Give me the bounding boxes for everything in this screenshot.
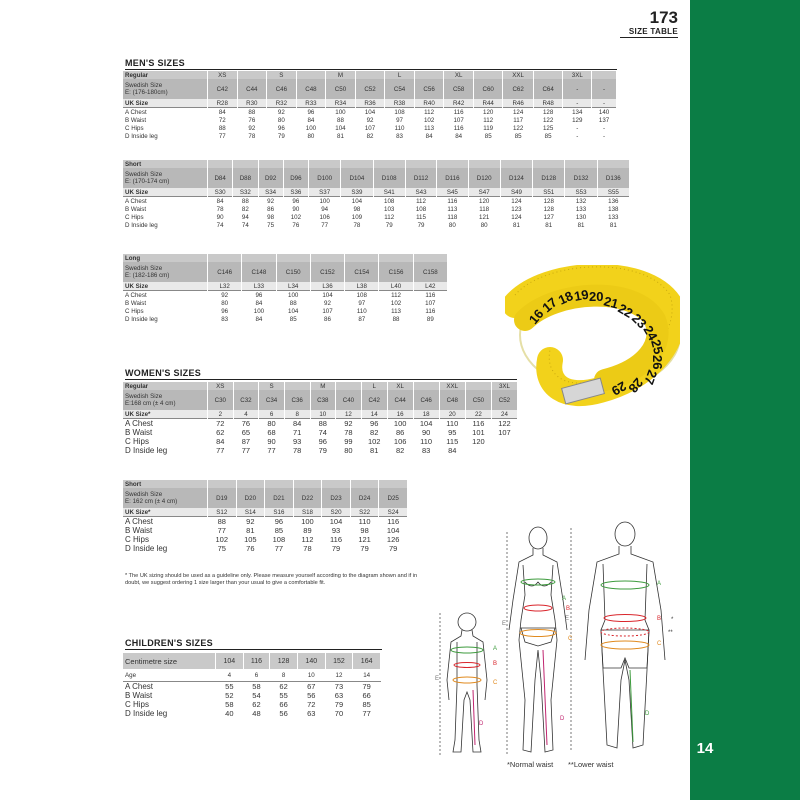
measurement-label: D Inside leg [125,544,168,553]
table-header-row [123,160,630,168]
svg-text:D: D [560,716,565,722]
age-row: Age 4 6 8 10 12 14 [123,669,381,682]
tape-number: 23 [628,310,650,332]
measurement-row: C Hips 88 92 96 100 104 107 110 113 116 119 122 125 - - [125,124,606,132]
svg-text:E: E [565,616,570,622]
measurement-row: C Hips 58 62 66 72 79 85 [125,700,371,709]
swedish-size-row: Swedish Size E: 162 cm (± 4 cm) D19 D20 D21 D22 D23 D24 D25 [123,488,408,508]
swedish-size-row: Swedish Size E:168 cm (± 4 cm) C30 C32 C34 C36 C38 C40 C42 C44 C46 C48 C50 C52 [123,390,518,410]
table-header-row: Regular XS S M L XL XXL 3XL [123,382,518,390]
measurement-row: A Chest 92 96 100 104 108 112 116 [123,291,448,300]
mens-short-table [123,160,630,229]
swedish-size-label: Swedish Size E: (182-186 cm) [123,262,208,282]
age-label: Age [125,671,137,679]
measurement-row: A Chest 88 92 96 100 104 110 116 [123,517,408,527]
table-header-row [123,254,448,262]
mens-title-rule [125,69,617,70]
measuring-tape-illustration [505,265,680,415]
uk-size-row: UK Size S30 S32 S34 S36 S37 S39 S41 S43 S45 S47 S49 S51 S53 S55 [123,188,630,197]
measurement-label: C Hips [125,213,144,221]
measurement-row: C Hips 90 94 98 102 106 109 112 115 118 121 124 127 130 133 [125,213,619,221]
swedish-size-row: Swedish Size E: (170-174 cm) D84 D88 D92 D96 D100 D104 D108 D112 D116 D120 D124 D128 D132 D136 [123,168,630,188]
measurement-label: C Hips [125,700,150,709]
measurement-row: C Hips 96 100 104 107 110 113 116 [125,307,436,315]
page-number: 173 [649,8,678,27]
tape-number: 26 [650,355,665,370]
mens-long-table [123,254,448,323]
measurement-label: A Chest [123,419,208,429]
uk-size-label: UK Size* [123,508,208,517]
measurement-row: D Inside leg 75 76 77 78 79 79 79 [125,544,398,553]
uk-size-label: UK Size [123,99,208,108]
measurement-label: B Waist [125,526,153,535]
measurement-label: B Waist [125,299,147,307]
woman-figure [509,527,570,752]
measurement-row: B Waist 72 76 80 84 88 92 97 102 107 112 117 122 129 137 [125,116,610,124]
swedish-size-label: Swedish Size E: (176-180cm) [123,79,208,99]
svg-text:C: C [657,641,662,647]
table-section-name: Regular [123,71,208,79]
table-section-name: Regular [123,382,208,390]
measurement-label: B Waist [125,205,147,213]
table-section-name: Long [123,254,208,262]
measurement-row: D Inside leg 77 77 77 78 79 80 81 82 83 84 [125,446,457,455]
measurement-label: D Inside leg [125,709,168,718]
measurement-label: B Waist [125,691,153,700]
measurement-row: A Chest 72 76 80 84 88 92 96 100 104 110 116 122 [123,419,518,429]
swedish-size-row: Swedish Size E: (176-180cm) C42 C44 C46 C48 C50 C52 C54 C56 C58 C60 C62 C64 - - [123,79,617,99]
measurement-label: A Chest [123,517,208,527]
uk-size-row: UK Size* S12 S14 S16 S18 S20 S22 S24 [123,508,408,517]
measurement-row: D Inside leg 40 48 56 63 70 77 [125,709,371,718]
svg-text:**: ** [668,630,673,636]
measurement-row: C Hips 84 87 90 93 96 99 102 106 110 115 120 [125,437,485,446]
measurement-row: D Inside leg 74 74 75 76 77 78 79 79 80 80 81 81 81 81 [125,221,617,229]
svg-text:B: B [566,606,571,612]
svg-text:E: E [435,676,440,682]
table-header-row [123,480,408,488]
swedish-size-label: Swedish Size E:168 cm (± 4 cm) [123,390,208,410]
svg-text:A: A [657,581,662,587]
svg-text:A: A [493,646,498,652]
tape-number: 27 [641,367,661,387]
childrens-title-rule [125,649,382,650]
swedish-size-label: Swedish Size E: (170-174 cm) [123,168,208,188]
measurement-label: C Hips [125,437,150,446]
measurement-label: A Chest [123,108,208,117]
childrens-table [123,653,381,718]
childrens-sizes-title: CHILDREN'S SIZES [125,638,213,648]
header-rule [620,37,678,38]
measurement-row: A Chest 84 88 92 96 100 104 108 112 116 120 124 128 132 136 [123,197,630,206]
centimetre-size-label: Centimetre size [123,653,216,669]
measurement-row: C Hips 102 105 108 112 116 121 126 [125,535,400,544]
womens-title-rule [125,379,517,380]
tape-number: 21 [602,293,621,312]
measurement-label: D Inside leg [125,132,158,140]
table-header-row: Centimetre size 104 116 128 140 152 164 [123,653,381,669]
measurement-row: A Chest 55 58 62 67 73 79 [123,682,381,692]
lower-waist-caption: **Lower waist [568,760,614,769]
measurement-label: A Chest [123,197,208,206]
measurement-label: D Inside leg [125,221,158,229]
measurement-row: B Waist 78 82 86 90 94 98 103 108 113 118 123 128 133 138 [125,205,619,213]
table-section-name: Short [123,160,208,168]
tape-number: 18 [555,288,576,308]
svg-text:B: B [493,661,498,667]
uk-size-row: UK Size* 2 4 6 8 10 12 14 16 18 20 22 24 [123,410,518,419]
uk-size-label: UK Size [123,282,208,291]
svg-text:C: C [493,680,498,686]
swedish-size-row: Swedish Size E: (182-186 cm) C146 C148 C150 C152 C154 C156 C158 [123,262,448,282]
uk-size-row: UK Size L32 L33 L34 L36 L38 L40 L42 [123,282,448,291]
svg-text:E: E [502,621,507,627]
man-figure [585,522,665,748]
womens-short-table [123,480,408,553]
tape-number: 29 [608,378,629,399]
measurement-row: B Waist 52 54 55 56 63 66 [125,691,371,700]
womens-sizes-title: WOMEN'S SIZES [125,368,202,378]
womens-regular-table [123,382,518,455]
svg-text:A: A [562,596,567,602]
page-subtitle: SIZE TABLE [628,27,678,36]
measurement-row: B Waist 62 65 68 71 74 78 82 86 90 95 101 107 [125,428,511,437]
mens-regular-table [123,71,617,140]
swedish-size-label: Swedish Size E: 162 cm (± 4 cm) [123,488,208,508]
measurement-row: B Waist 80 84 88 92 97 102 107 [125,299,436,307]
chapter-tab-band [690,0,800,800]
tape-number: 17 [539,294,561,316]
measurement-label: C Hips [125,307,144,315]
measurement-row: B Waist 77 81 85 89 93 98 104 [125,526,400,535]
svg-text:C: C [568,636,573,642]
tape-number: 25 [648,337,667,356]
svg-text:*: * [671,617,674,623]
table-section-name: Short [123,480,208,488]
table-header-row: Regular XS S M L XL XXL 3XL [123,71,617,79]
tape-number: 16 [525,306,547,327]
measurement-row: D Inside leg 83 84 85 86 87 88 89 [125,315,434,323]
normal-waist-caption: *Normal waist [507,760,554,769]
measurement-label: B Waist [125,116,147,124]
uk-size-label: UK Size [123,188,208,197]
svg-text:D: D [479,721,484,727]
measurement-label: B Waist [125,428,153,437]
svg-text:D: D [645,711,650,717]
measurement-label: A Chest [123,682,216,692]
measurement-label: D Inside leg [125,446,168,455]
tape-number: 19 [572,286,590,304]
tape-number: 22 [615,300,636,321]
mens-sizes-title: MEN'S SIZES [125,58,185,68]
chapter-number: 14 [696,740,714,757]
tape-number: 24 [640,323,661,344]
measurement-label: A Chest [123,291,208,300]
measurement-label: C Hips [125,535,150,544]
measurement-row: D Inside leg 77 78 79 80 81 82 83 84 84 85 85 85 - - [125,132,606,140]
uk-size-label: UK Size* [123,410,208,419]
uk-size-row: UK Size R28 R30 R32 R33 R34 R36 R38 R40 R42 R44 R46 R48 - - [123,99,617,108]
uk-sizing-note: * The UK sizing should be used as a guideline only. Please measure yourself according to the diagram shown and if in doubt, we suggest ordering 1 size larger than your usual to give a comfortable fit. [125,573,418,587]
body-measurement-diagram [435,520,685,765]
tape-number: 28 [625,375,647,396]
svg-text:B: B [657,616,662,622]
tape-number: 20 [589,289,604,304]
measurement-label: D Inside leg [125,315,158,323]
measurement-row: A Chest 84 88 92 96 100 104 108 112 116 120 124 128 134 140 [123,108,617,117]
measurement-label: C Hips [125,124,144,132]
